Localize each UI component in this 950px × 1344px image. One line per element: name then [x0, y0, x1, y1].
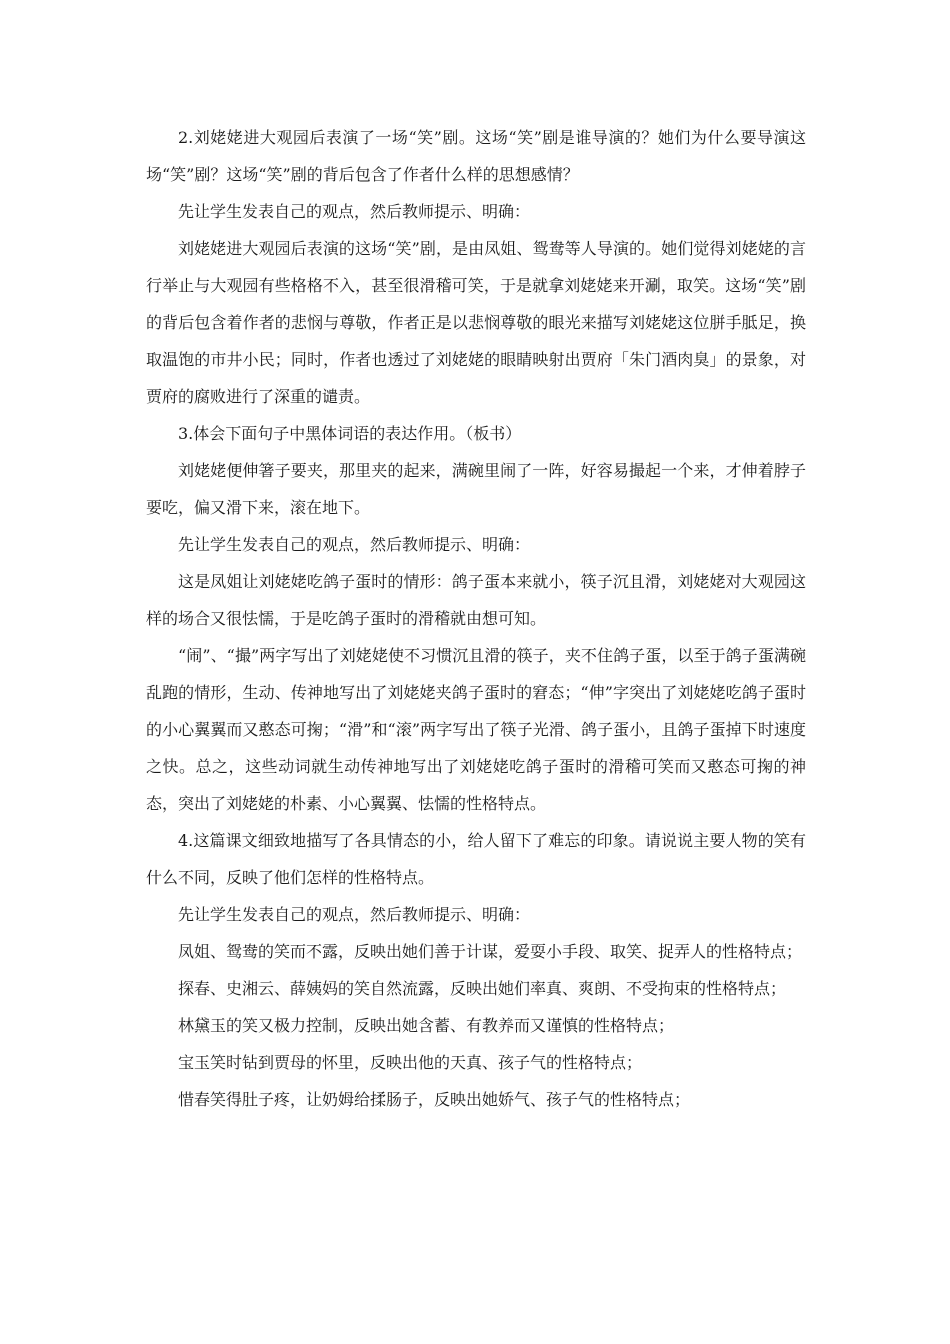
answer-4-item: 惜春笑得肚子疼，让奶姆给揉肠子，反映出她娇气、孩子气的性格特点；: [178, 1090, 691, 1109]
answer-4-item: 凤姐、鸳鸯的笑而不露，反映出她们善于计谋，爱耍小手段、取笑、捉弄人的性格特点；: [178, 942, 803, 961]
document-body: [146, 119, 806, 1118]
answer-2: 刘姥姥进大观园后表演的这场“笑”剧，是由凤姐、鸳鸯等人导演的。她们觉得刘姥姥的言行举止与大观园有些格格不入，甚至很滑稽可笑，于是就拿刘姥姥来开涮，取笑。这场“笑”剧的背后包含着作者的悲悯与尊敬，作者正是以悲悯尊敬的眼光来描写刘姥姥这位胼手胝足，换取温饱的市井小民；同时，作者也透过了刘姥姥的眼睛映射出贾府「朱门酒肉臭」的景象，对贾府的腐败进行了深重的谴责。: [146, 239, 806, 406]
quoted-sentence: 刘姥姥便伸箸子要夹，那里夹的起来，满碗里闹了一阵，好容易撮起一个来，才伸着脖子要吃，偏又滑下来，滚在地下。: [146, 461, 806, 517]
answer-3-analysis: “闹”、“撮”两字写出了刘姥姥使不习惯沉且滑的筷子，夹不住鸽子蛋，以至于鸽子蛋满碗乱跑的情形，生动、传神地写出了刘姥姥夹鸽子蛋时的窘态；“伸”字突出了刘姥姥吃鸽子蛋时的小心翼翼而又憨态可掬；“滑”和“滚”两字写出了筷子光滑、鸽子蛋小，且鸽子蛋掉下时速度之快。总之，这些动词就生动传神地写出了刘姥姥吃鸽子蛋时的滑稽可笑而又憨态可掬的神态，突出了刘姥姥的朴素、小心翼翼、怯懦的性格特点。: [146, 646, 806, 813]
answer-4-item: 探春、史湘云、薛姨妈的笑自然流露，反映出她们率真、爽朗、不受拘束的性格特点；: [178, 979, 787, 998]
question-4: 4.这篇课文细致地描写了各具情态的小，给人留下了难忘的印象。请说说主要人物的笑有什么不同，反映了他们怎样的性格特点。: [146, 831, 806, 887]
teacher-instruction: 先让学生发表自己的观点，然后教师提示、明确：: [178, 202, 531, 221]
teacher-instruction: 先让学生发表自己的观点，然后教师提示、明确：: [178, 535, 531, 554]
answer-4-item: 宝玉笑时钻到贾母的怀里，反映出他的天真、孩子气的性格特点；: [178, 1053, 643, 1072]
answer-3-context: 这是凤姐让刘姥姥吃鸽子蛋时的情形：鸽子蛋本来就小，筷子沉且滑，刘姥姥对大观园这样的场合又很怯懦，于是吃鸽子蛋时的滑稽就由想可知。: [146, 572, 806, 628]
question-3: 3.体会下面句子中黑体词语的表达作用。（板书）: [178, 424, 522, 443]
question-2: 2.刘姥姥进大观园后表演了一场“笑”剧。这场“笑”剧是谁导演的？她们为什么要导演这场“笑”剧？这场“笑”剧的背后包含了作者什么样的思想感情？: [146, 128, 806, 184]
teacher-instruction: 先让学生发表自己的观点，然后教师提示、明确：: [178, 905, 531, 924]
answer-4-item: 林黛玉的笑又极力控制，反映出她含蓄、有教养而又谨慎的性格特点；: [178, 1016, 675, 1035]
